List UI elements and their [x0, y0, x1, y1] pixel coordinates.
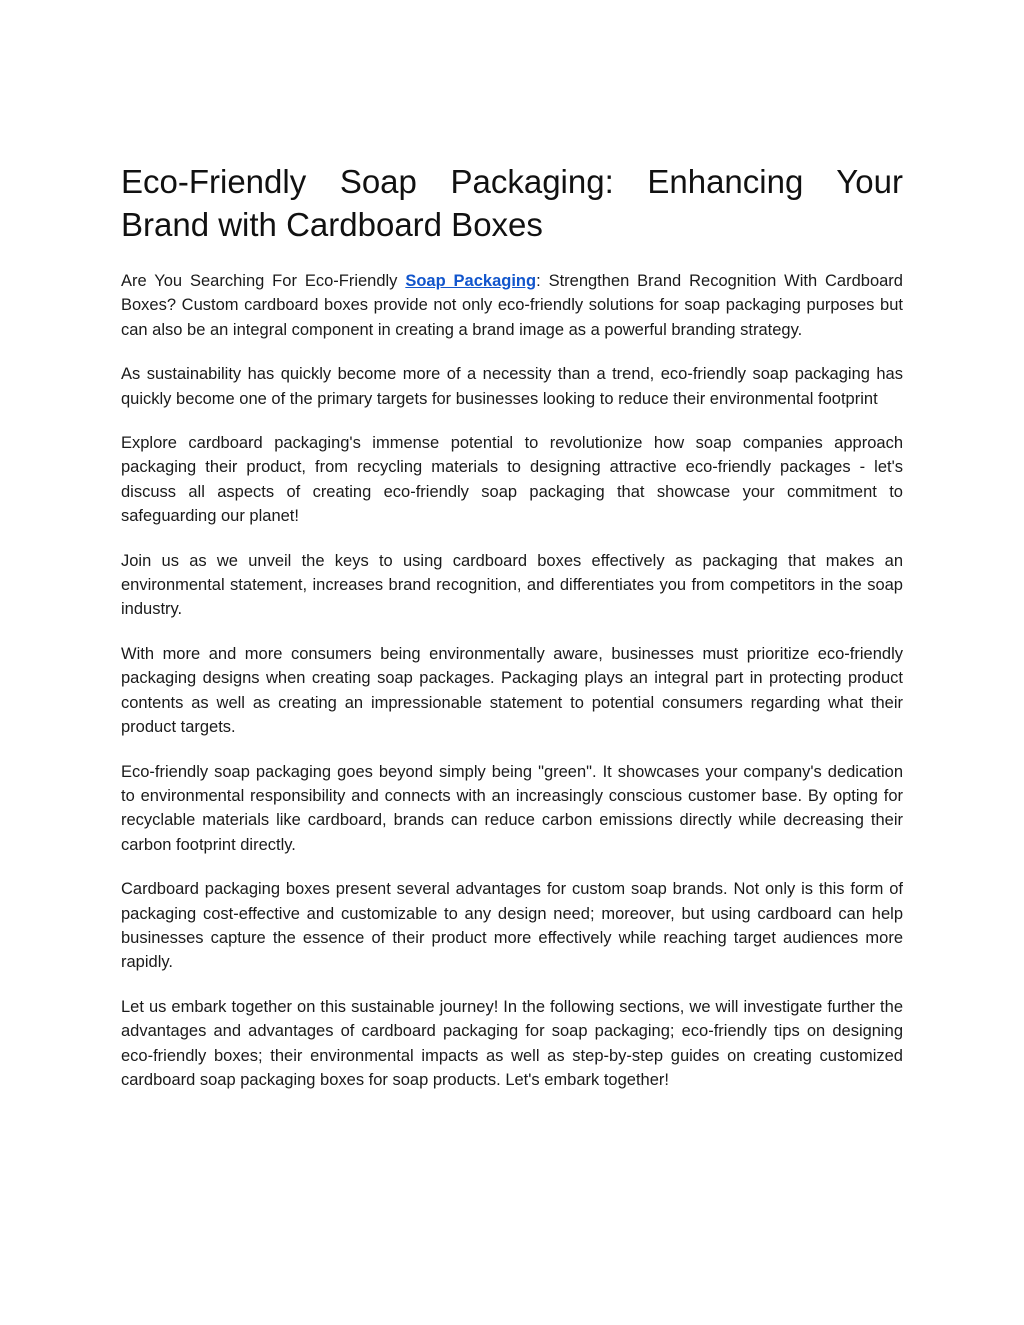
- intro-paragraph: [121, 269, 903, 342]
- beyond-green-paragraph: Eco-friendly soap packaging goes beyond simply being "green". It showcases your company's dedication to environmental responsibility and connects with an increasingly conscious customer base. By opting for recyclable materials like cardboard, brands can reduce carbon emissions directly while decreasing their carbon footprint directly.: [121, 762, 903, 854]
- advantages-paragraph: Cardboard packaging boxes present several advantages for custom soap brands. Not only is this form of packaging cost-effective and customizable to any design need; moreover, but using cardboard can help businesses capture the essence of their product more effectively while reaching target audiences more rapidly.: [121, 880, 903, 972]
- document-title: [121, 160, 903, 246]
- document-page: [121, 160, 903, 1092]
- explore-paragraph: Explore cardboard packaging's immense potential to revolutionize how soap companies approach packaging their product, from recycling materials to designing attractive eco-friendly packages - let's discuss all aspects of creating eco-friendly soap packaging that showcase your commitment to safeguarding our planet!: [121, 434, 903, 526]
- journey-paragraph: Let us embark together on this sustainable journey! In the following sections, we will investigate further the advantages and advantages of cardboard packaging for soap packaging; eco-friendly tips on designing eco-friendly boxes; their environmental impacts as well as step-by-step guides on creating customized cardboard soap packaging boxes for soap products. Let's embark together!: [121, 997, 903, 1089]
- consumers-paragraph: With more and more consumers being environmentally aware, businesses must prioritize eco-friendly packaging designs when creating soap packages. Packaging plays an integral part in protecting product contents as well as creating an impressionable statement to potential consumers regarding what their product targets.: [121, 644, 903, 737]
- soap-packaging-link[interactable]: Soap Packaging: [405, 272, 537, 290]
- title-line-1: Eco-Friendly Soap Packaging: Enhancing Your: [121, 163, 903, 200]
- join-us-paragraph: Join us as we unveil the keys to using cardboard boxes effectively as packaging that makes an environmental statement, increases brand recognition, and differentiates you from competitors in the soap industry.: [121, 551, 903, 619]
- intro-text-before-link: Are You Searching For Eco-Friendly: [121, 272, 406, 290]
- sustainability-paragraph: As sustainability has quickly become more of a necessity than a trend, eco-friendly soap packaging has quickly become one of the primary targets for businesses looking to reduce their environmental footprint: [121, 365, 903, 408]
- intro-text-after-link: : Strengthen Brand Recognition With Cardboard Boxes? Custom cardboard boxes provide not only eco-friendly solutions for soap packaging purposes but can also be an integral component in creating a brand image as a powerful branding strategy.: [121, 272, 903, 339]
- title-line-2: Brand with Cardboard Boxes: [121, 206, 543, 243]
